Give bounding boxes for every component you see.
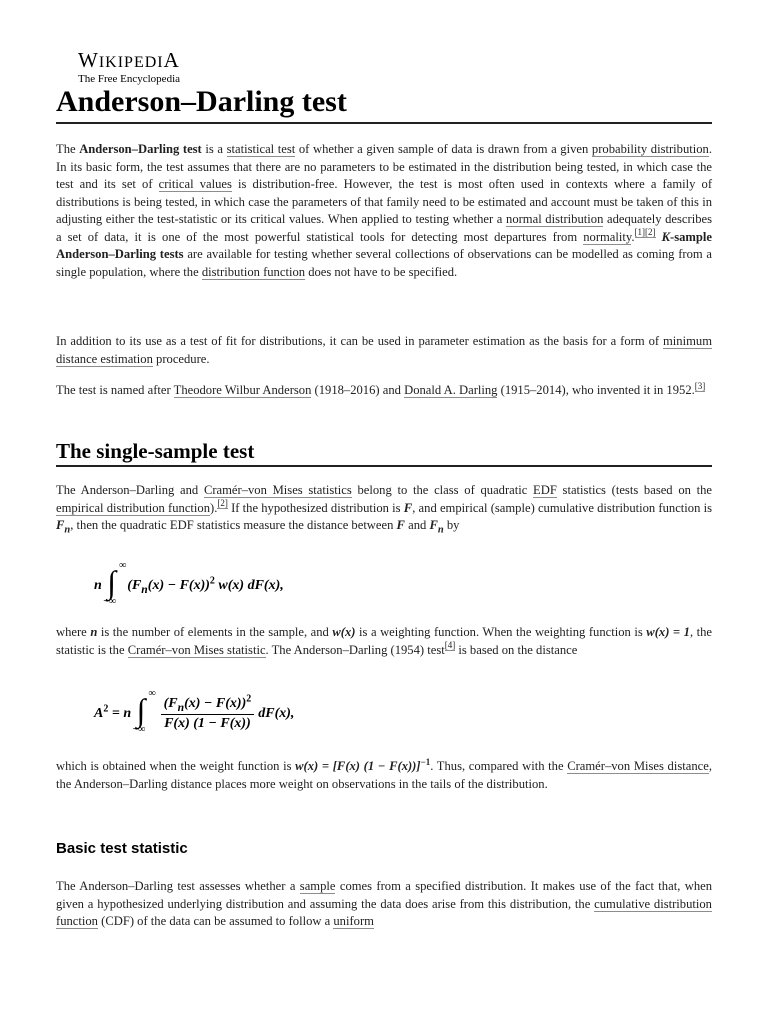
title-divider xyxy=(56,122,712,124)
link-cramer-von-mises-distance[interactable]: Cramér–von Mises distance xyxy=(567,759,709,773)
link-edf[interactable]: EDF xyxy=(533,483,557,497)
link-uniform[interactable]: uniform xyxy=(333,914,374,928)
intro-paragraph-1: The Anderson–Darling test is a statistical test of whether a given sample of data is drawn from a given probability distribution. In its basic form, the test assumes that there are no parameters to be estimated in the distribution being tested, in which case the test and its set of critical values is distribution-free. However, the test is most often used in contexts where a family of distributions is being tested, in which case the parameters of that family need to be estimated and account must be taken of this in adjusting either the test-statistic or its critical values. When applied to testing whether a normal distribution adequately describes a set of data, it is one of the most powerful statistical tools for detecting most departures from normality.[1][2] K-sample Anderson–Darling tests are available for testing whether several collections of observations can be modelled as coming from a single population, where the distribution function does not have to be specified. xyxy=(56,142,713,279)
ref-2b[interactable]: [2] xyxy=(217,498,228,509)
link-statistical-test[interactable]: statistical test xyxy=(226,142,296,156)
link-minimum-distance-estimation[interactable]: minimum distance estimation xyxy=(56,334,712,366)
intro-paragraph-3: The test is named after Theodore Wilbur Anderson (1918–2016) and Donald A. Darling (1915–2014), who invented it in 1952.[3] xyxy=(56,380,706,397)
ref-3[interactable]: [3] xyxy=(694,380,706,391)
subsection-paragraph-1: The Anderson–Darling test assesses whether a sample comes from a specified distribution. It makes use of the fact that, when given a hypothesized underlying distribution and assuming the data does arise from this distribution, the cumulative distribution function (CDF) of the data can be assumed to follow a uniform xyxy=(56,879,712,928)
link-critical-values[interactable]: critical values xyxy=(158,177,232,191)
link-empirical-distribution-function[interactable]: empirical distribution function xyxy=(56,500,211,515)
equation-anderson-darling: $A^2 = n$ ∫ ∞ −∞ $\frac{(F_n(x) - F(x))^2}{F(x) (1 - F(x))}$ dF(x), xyxy=(94,688,295,735)
ref-4[interactable]: [4] xyxy=(444,640,456,651)
link-cramer-von-mises-statistics[interactable]: Cramér–von Mises statistics xyxy=(203,483,352,497)
ref-1[interactable]: [1] xyxy=(634,227,646,238)
section-paragraph-1: The Anderson–Darling and Cramér–von Mises statistics belong to the class of quadratic EDF statistics (tests based on the empirical distribution function).[2] If the hypothesized distribution is F, and empirical (sample) cumulative distribution function is $F_n$, then the quadratic EDF statistics measure the distance between F and $F_n$ by xyxy=(56,483,713,536)
section-divider xyxy=(56,465,712,467)
section-paragraph-3: which is obtained when the weight function is w(x) = [F(x) (1 − F(x))]$^{-1}$. Thus, compared with the Cramér–von Mises distance, the Anderson–Darling distance places more weight on observations in the tails of the distribution. xyxy=(56,756,712,791)
link-probability-distribution[interactable]: probability distribution xyxy=(591,142,709,156)
section-paragraph-2: where n is the number of elements in the sample, and w(x) is a weighting function. When the weighting function is w(x) = 1, the statistic is the Cramér–von Mises statistic. The Anderson–Darling (1954) test[4] is based on the distance xyxy=(56,625,713,657)
link-sample[interactable]: sample xyxy=(299,879,336,893)
wikipedia-tagline: The Free Encyclopedia xyxy=(78,73,181,85)
wikipedia-wordmark: WIKIPEDIA xyxy=(78,48,180,72)
link-theodore-wilbur-anderson[interactable]: Theodore Wilbur Anderson xyxy=(173,383,312,397)
link-distribution-function[interactable]: distribution function xyxy=(201,264,306,279)
equation-quadratic-edf: n ∫ ∞ −∞ $(F_n(x) - F(x))^2$ w(x) dF(x), xyxy=(94,560,284,607)
subsection-heading-basic-test-statistic: Basic test statistic xyxy=(56,840,188,857)
link-cramer-von-mises-statistic[interactable]: Cramér–von Mises statistic xyxy=(127,642,266,657)
link-normality[interactable]: normality xyxy=(583,229,632,244)
page-title: Anderson–Darling test xyxy=(56,85,347,118)
ref-2[interactable]: [2] xyxy=(645,227,656,238)
wikipedia-logo[interactable] xyxy=(78,50,180,85)
link-cumulative-distribution-function[interactable]: cumulative distribution function xyxy=(56,896,712,928)
link-normal-distribution[interactable]: normal distribution xyxy=(506,212,604,226)
intro-paragraph-2: In addition to its use as a test of fit for distributions, it can be used in parameter estimation as the basis for a form of minimum distance estimation procedure. xyxy=(56,334,712,366)
link-donald-darling[interactable]: Donald A. Darling xyxy=(404,383,498,397)
section-heading-single-sample: The single-sample test xyxy=(56,439,255,463)
math-F: F xyxy=(403,500,413,515)
